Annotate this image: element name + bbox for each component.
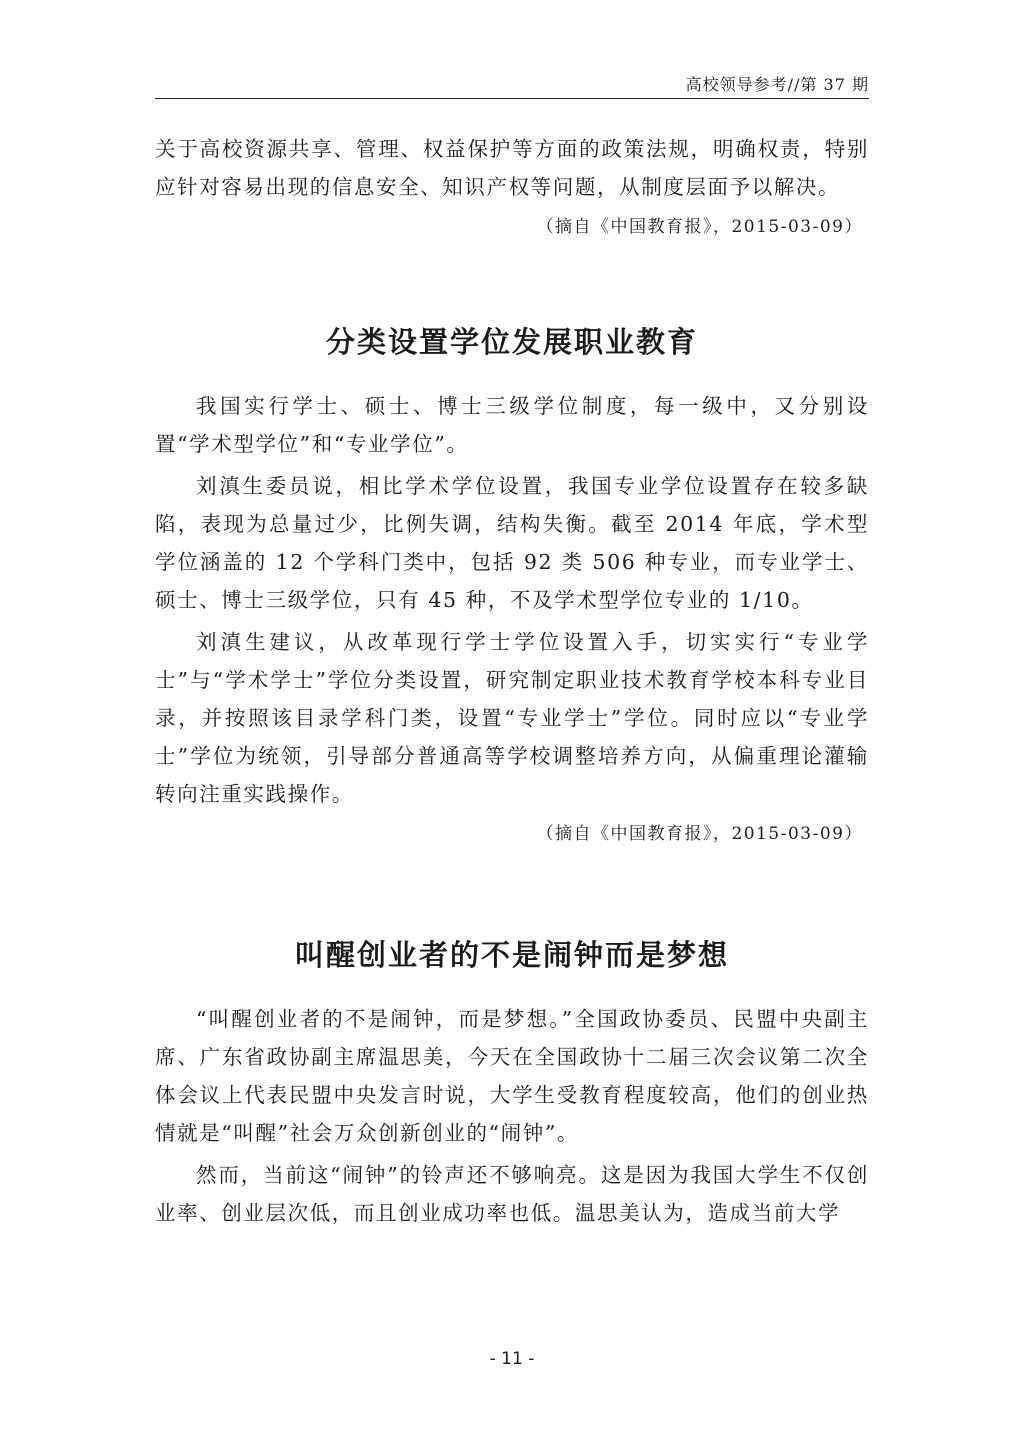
body-paragraph: “叫醒创业者的不是闹钟，而是梦想。”全国政协委员、民盟中央副主席、广东省政协副主席温思美，今天在全国政协十二届三次会议第二次全体会议上代表民盟中央发言时说，大学生受教育程度较高，他们的创业热情就是“叫醒”社会万众创新创业的“闹钟”。 [155, 1007, 869, 1145]
continuation-paragraph: 关于高校资源共享、管理、权益保护等方面的政策法规，明确权责，特别应针对容易出现的信息安全、知识产权等问题，从制度层面予以解决。 [155, 137, 869, 199]
body-paragraph: 我国实行学士、硕士、博士三级学位制度，每一级中，又分别设置“学术型学位”和“专业学位”。 [155, 394, 869, 456]
page-content [155, 130, 869, 1232]
body-paragraph: 刘滇生委员说，相比学术学位设置，我国专业学位设置存在较多缺陷，表现为总量过少，比例失调，结构失衡。截至 2014 年底，学术型学位涵盖的 12 个学科门类中，包括 92 类 506 种专业，而专业学士、硕士、博士三级学位，只有 45 种，不及学术型学位专业的 1/10。 [155, 474, 869, 612]
article-body [155, 387, 869, 813]
page-number: - 11 - [489, 1349, 535, 1369]
article-body [155, 1000, 869, 1232]
article-title: 叫醒创业者的不是闹钟而是梦想 [294, 938, 729, 972]
source-citation: （摘自《中国教育报》，2015-03-09） [536, 824, 863, 844]
source-citation: （摘自《中国教育报》，2015-03-09） [536, 217, 863, 237]
page-header [155, 72, 869, 99]
running-title: 高校领导参考//第 37 期 [685, 75, 869, 94]
body-paragraph: 刘滇生建议，从改革现行学士学位设置入手，切实实行“专业学士”与“学术学士”学位分类设置，研究制定职业技术教育学校本科专业目录，并按照该目录学科门类，设置“专业学士”学位。同时应以“专业学士”学位为统领，引导部分普通高等学校调整培养方向，从偏重理论灌输转向注重实践操作。 [155, 630, 869, 806]
body-paragraph: 然而，当前这“闹钟”的铃声还不够响亮。这是因为我国大学生不仅创业率、创业层次低，而且创业成功率也低。温思美认为，造成当前大学 [155, 1163, 869, 1225]
article-title: 分类设置学位发展职业教育 [325, 325, 698, 359]
